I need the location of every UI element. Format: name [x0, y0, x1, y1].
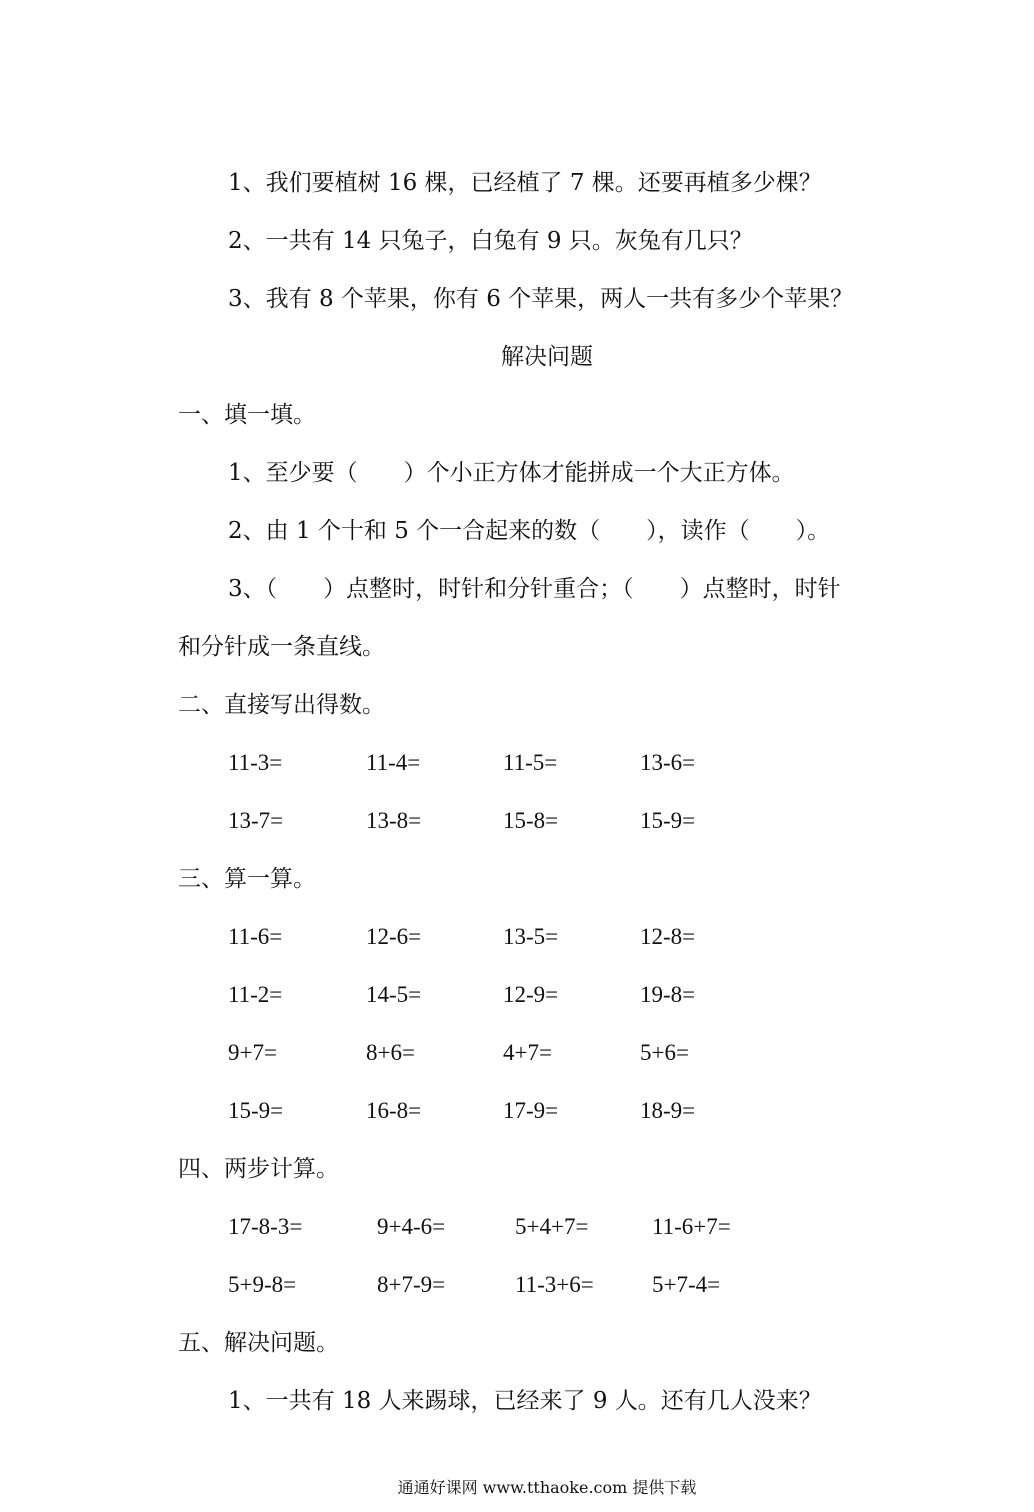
section1-item-2: 2、由 1 个十和 5 个一合起来的数（ ），读作（ ）。	[228, 518, 831, 544]
problem: 17-9=	[503, 1098, 559, 1123]
problem: 11-6=	[228, 924, 283, 949]
problem: 13-7=	[228, 808, 284, 833]
problem: 17-8-3=	[228, 1214, 303, 1239]
problem: 13-8=	[366, 808, 422, 833]
section1-item-1: 1、至少要（ ）个小正方体才能拼成一个大正方体。	[228, 460, 795, 486]
problem: 12-6=	[366, 924, 422, 949]
section5-item-1: 1、一共有 18 人来踢球，已经来了 9 人。还有几人没来？	[228, 1388, 822, 1414]
section1-item-3-continuation: 和分针成一条直线。	[178, 634, 385, 660]
top-question-3: 3、我有 8 个苹果，你有 6 个苹果，两人一共有多少个苹果？	[228, 286, 854, 312]
problem: 18-9=	[640, 1098, 696, 1123]
problem: 12-9=	[503, 982, 559, 1007]
footer-credit: 通通好课网 www.tthaoke.com 提供下载	[397, 1478, 697, 1497]
problem: 13-6=	[640, 750, 696, 775]
problem: 5+7-4=	[652, 1272, 721, 1297]
problem: 5+4+7=	[515, 1214, 589, 1239]
problem: 14-5=	[366, 982, 422, 1007]
problem: 16-8=	[366, 1098, 422, 1123]
problem: 9+7=	[228, 1040, 277, 1065]
problem: 11-3=	[228, 750, 283, 775]
problem: 8+6=	[366, 1040, 415, 1065]
problem: 11-6+7=	[652, 1214, 731, 1239]
problem: 11-4=	[366, 750, 421, 775]
problem: 9+4-6=	[377, 1214, 446, 1239]
problem: 8+7-9=	[377, 1272, 446, 1297]
problem: 11-5=	[503, 750, 558, 775]
section3-heading: 三、算一算。	[178, 866, 316, 892]
problem: 13-5=	[503, 924, 559, 949]
section4-heading: 四、两步计算。	[178, 1156, 339, 1182]
problem: 11-3+6=	[515, 1272, 594, 1297]
problem: 15-9=	[640, 808, 696, 833]
section1-item-3: 3、（ ）点整时，时针和分针重合；（ ）点整时，时针	[228, 576, 841, 602]
problem: 19-8=	[640, 982, 696, 1007]
problem: 5+6=	[640, 1040, 689, 1065]
top-question-1: 1、我们要植树 16 棵，已经植了 7 棵。还要再植多少棵？	[228, 170, 822, 196]
problem: 5+9-8=	[228, 1272, 297, 1297]
problem: 4+7=	[503, 1040, 552, 1065]
problem: 15-8=	[503, 808, 559, 833]
section2-heading: 二、直接写出得数。	[178, 692, 385, 718]
problem: 15-9=	[228, 1098, 284, 1123]
problem: 11-2=	[228, 982, 283, 1007]
top-question-2: 2、一共有 14 只兔子，白兔有 9 只。灰兔有几只？	[228, 228, 753, 254]
section1-heading: 一、填一填。	[178, 402, 316, 428]
page-title: 解决问题	[501, 344, 593, 370]
problem: 12-8=	[640, 924, 696, 949]
section5-heading: 五、解决问题。	[178, 1330, 339, 1356]
